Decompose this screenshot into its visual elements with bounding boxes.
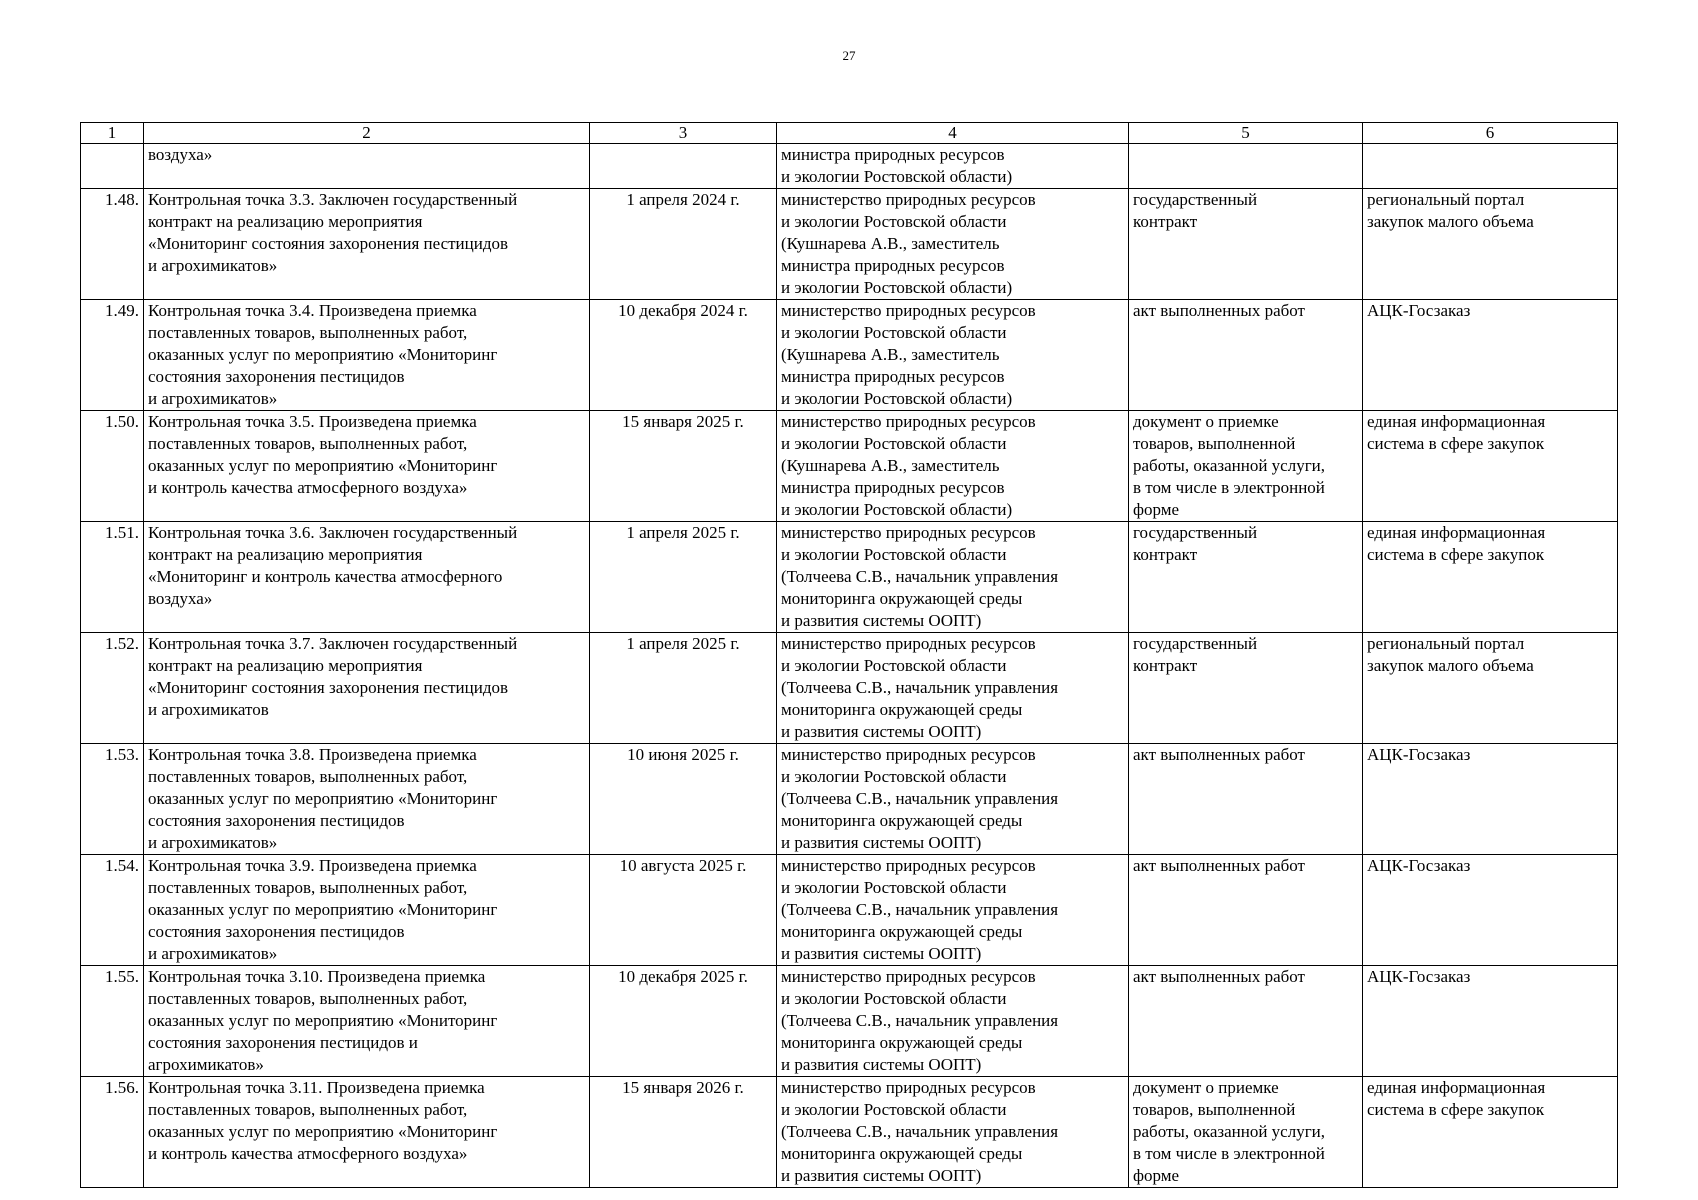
table-row (81, 633, 1618, 744)
row-number-cell: 1.48. (81, 189, 144, 300)
row-number-cell: 1.51. (81, 522, 144, 633)
row-number-cell: 1.49. (81, 300, 144, 411)
deadline-date-cell (590, 144, 777, 189)
result-document-cell: государственный контракт (1129, 633, 1363, 744)
responsible-executor-cell: министерство природных ресурсов и экологии Ростовской области (Толчеева С.В., начальник управления мониторинга окружающей среды и развития системы ООПТ) (777, 744, 1129, 855)
result-document-cell: акт выполненных работ (1129, 300, 1363, 411)
column-header: 5 (1129, 123, 1363, 144)
information-system-cell: единая информационная система в сфере закупок (1363, 411, 1618, 522)
table-row (81, 744, 1618, 855)
table-row (81, 1077, 1618, 1188)
information-system-cell: АЦК-Госзаказ (1363, 855, 1618, 966)
responsible-executor-cell: министерство природных ресурсов и экологии Ростовской области (Толчеева С.В., начальник управления мониторинга окружающей среды и развития системы ООПТ) (777, 855, 1129, 966)
deadline-date-cell: 1 апреля 2025 г. (590, 633, 777, 744)
control-point-description-cell: Контрольная точка 3.7. Заключен государственный контракт на реализацию мероприятия «Мониторинг состояния захоронения пестицидов и агрохимикатов (144, 633, 590, 744)
control-point-description-cell: Контрольная точка 3.3. Заключен государственный контракт на реализацию мероприятия «Мониторинг состояния захоронения пестицидов и агрохимикатов» (144, 189, 590, 300)
information-system-cell (1363, 144, 1618, 189)
table-row (81, 522, 1618, 633)
row-number-cell: 1.52. (81, 633, 144, 744)
information-system-cell: региональный портал закупок малого объема (1363, 189, 1618, 300)
responsible-executor-cell: министерство природных ресурсов и экологии Ростовской области (Толчеева С.В., начальник управления мониторинга окружающей среды и развития системы ООПТ) (777, 966, 1129, 1077)
deadline-date-cell: 15 января 2026 г. (590, 1077, 777, 1188)
result-document-cell: акт выполненных работ (1129, 855, 1363, 966)
control-point-description-cell: Контрольная точка 3.4. Произведена приемка поставленных товаров, выполненных работ, оказанных услуг по мероприятию «Мониторинг состояния захоронения пестицидов и агрохимикатов» (144, 300, 590, 411)
result-document-cell: акт выполненных работ (1129, 744, 1363, 855)
information-system-cell: АЦК-Госзаказ (1363, 966, 1618, 1077)
table-row (81, 966, 1618, 1077)
information-system-cell: региональный портал закупок малого объема (1363, 633, 1618, 744)
control-point-description-cell: воздуха» (144, 144, 590, 189)
deadline-date-cell: 10 августа 2025 г. (590, 855, 777, 966)
result-document-cell: документ о приемке товаров, выполненной работы, оказанной услуги, в том числе в электронной форме (1129, 1077, 1363, 1188)
result-document-cell: акт выполненных работ (1129, 966, 1363, 1077)
control-point-description-cell: Контрольная точка 3.6. Заключен государственный контракт на реализацию мероприятия «Мониторинг и контроль качества атмосферного воздуха» (144, 522, 590, 633)
column-header: 4 (777, 123, 1129, 144)
information-system-cell: АЦК-Госзаказ (1363, 744, 1618, 855)
row-number-cell (81, 144, 144, 189)
table-row (81, 189, 1618, 300)
page-number: 27 (842, 48, 856, 63)
row-number-cell: 1.50. (81, 411, 144, 522)
deadline-date-cell: 10 июня 2025 г. (590, 744, 777, 855)
information-system-cell: единая информационная система в сфере закупок (1363, 1077, 1618, 1188)
result-document-cell: документ о приемке товаров, выполненной работы, оказанной услуги, в том числе в электронной форме (1129, 411, 1363, 522)
table-row (81, 855, 1618, 966)
table-row (81, 411, 1618, 522)
responsible-executor-cell: министра природных ресурсов и экологии Ростовской области) (777, 144, 1129, 189)
deadline-date-cell: 1 апреля 2025 г. (590, 522, 777, 633)
information-system-cell: АЦК-Госзаказ (1363, 300, 1618, 411)
deadline-date-cell: 10 декабря 2024 г. (590, 300, 777, 411)
column-header: 1 (81, 123, 144, 144)
control-point-description-cell: Контрольная точка 3.9. Произведена приемка поставленных товаров, выполненных работ, оказанных услуг по мероприятию «Мониторинг состояния захоронения пестицидов и агрохимикатов» (144, 855, 590, 966)
column-header: 6 (1363, 123, 1618, 144)
deadline-date-cell: 15 января 2025 г. (590, 411, 777, 522)
row-number-cell: 1.56. (81, 1077, 144, 1188)
deadline-date-cell: 1 апреля 2024 г. (590, 189, 777, 300)
column-header: 3 (590, 123, 777, 144)
control-point-description-cell: Контрольная точка 3.10. Произведена приемка поставленных товаров, выполненных работ, оказанных услуг по мероприятию «Мониторинг состояния захоронения пестицидов и агрохимикатов» (144, 966, 590, 1077)
information-system-cell: единая информационная система в сфере закупок (1363, 522, 1618, 633)
responsible-executor-cell: министерство природных ресурсов и экологии Ростовской области (Толчеева С.В., начальник управления мониторинга окружающей среды и развития системы ООПТ) (777, 633, 1129, 744)
row-number-cell: 1.54. (81, 855, 144, 966)
responsible-executor-cell: министерство природных ресурсов и экологии Ростовской области (Толчеева С.В., начальник управления мониторинга окружающей среды и развития системы ООПТ) (777, 1077, 1129, 1188)
control-point-description-cell: Контрольная точка 3.11. Произведена приемка поставленных товаров, выполненных работ, оказанных услуг по мероприятию «Мониторинг и контроль качества атмосферного воздуха» (144, 1077, 590, 1188)
deadline-date-cell: 10 декабря 2025 г. (590, 966, 777, 1077)
responsible-executor-cell: министерство природных ресурсов и экологии Ростовской области (Кушнарева А.В., заместитель министра природных ресурсов и экологии Ростовской области) (777, 189, 1129, 300)
result-document-cell: государственный контракт (1129, 522, 1363, 633)
responsible-executor-cell: министерство природных ресурсов и экологии Ростовской области (Кушнарева А.В., заместитель министра природных ресурсов и экологии Ростовской области) (777, 411, 1129, 522)
header-row (81, 123, 1618, 144)
control-point-description-cell: Контрольная точка 3.5. Произведена приемка поставленных товаров, выполненных работ, оказанных услуг по мероприятию «Мониторинг и контроль качества атмосферного воздуха» (144, 411, 590, 522)
responsible-executor-cell: министерство природных ресурсов и экологии Ростовской области (Толчеева С.В., начальник управления мониторинга окружающей среды и развития системы ООПТ) (777, 522, 1129, 633)
result-document-cell: государственный контракт (1129, 189, 1363, 300)
table-row (81, 300, 1618, 411)
column-header: 2 (144, 123, 590, 144)
control-point-description-cell: Контрольная точка 3.8. Произведена приемка поставленных товаров, выполненных работ, оказанных услуг по мероприятию «Мониторинг состояния захоронения пестицидов и агрохимикатов» (144, 744, 590, 855)
table-row (81, 144, 1618, 189)
result-document-cell (1129, 144, 1363, 189)
control-points-table (80, 122, 1618, 1188)
responsible-executor-cell: министерство природных ресурсов и экологии Ростовской области (Кушнарева А.В., заместитель министра природных ресурсов и экологии Ростовской области) (777, 300, 1129, 411)
row-number-cell: 1.53. (81, 744, 144, 855)
table-body (81, 144, 1618, 1188)
row-number-cell: 1.55. (81, 966, 144, 1077)
